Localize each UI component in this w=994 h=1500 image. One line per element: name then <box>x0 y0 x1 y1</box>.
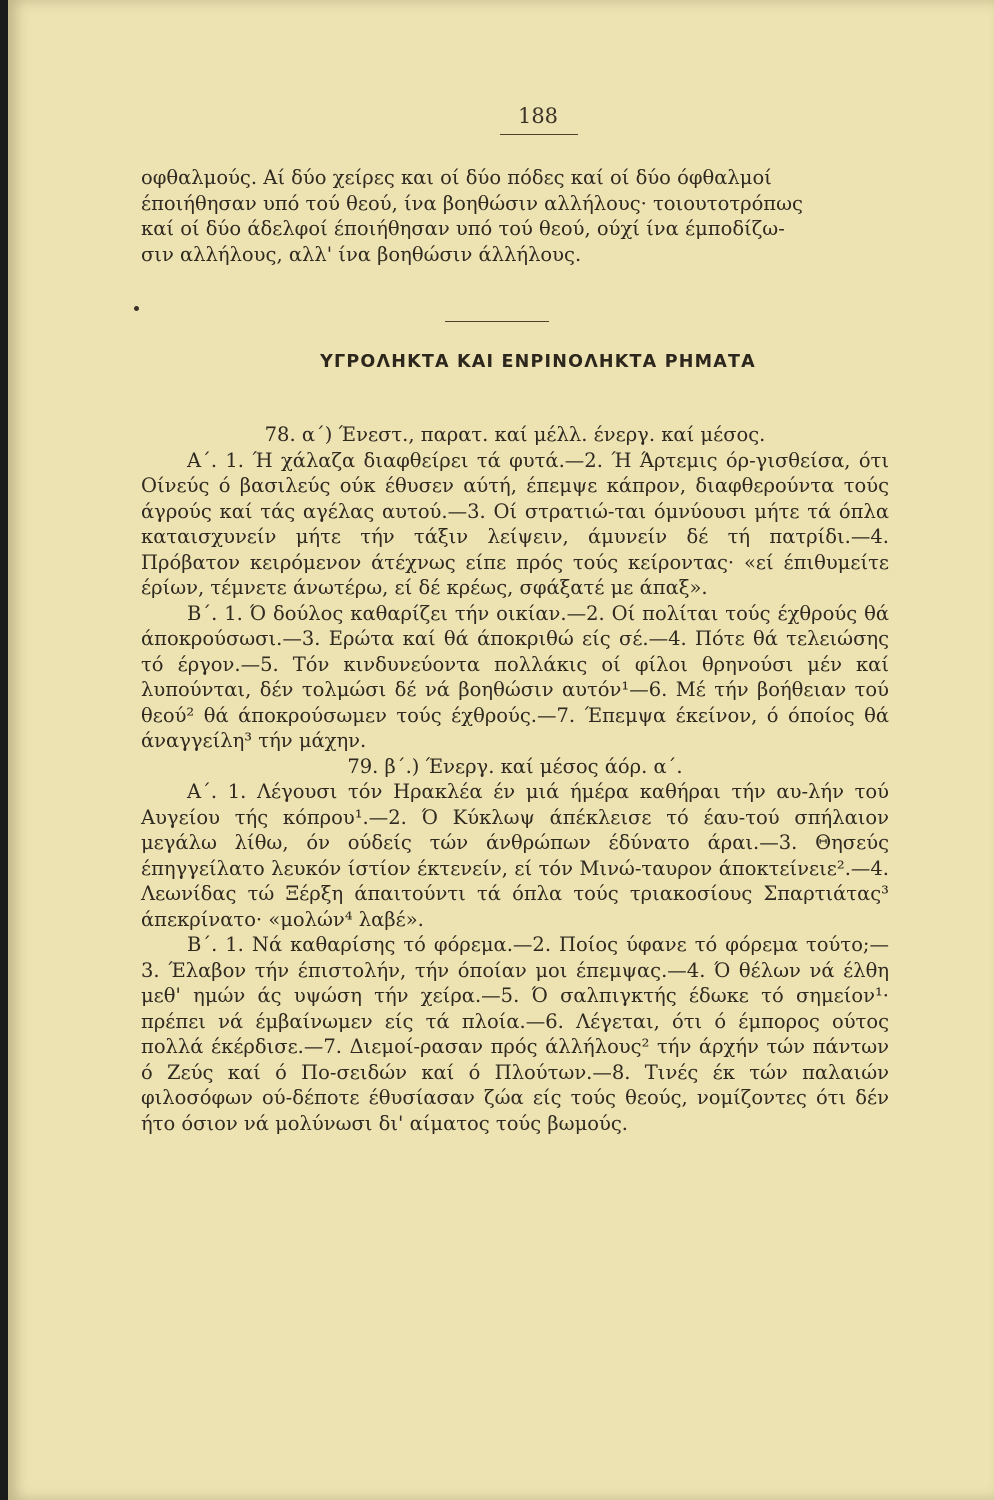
page-number-rule <box>500 134 578 135</box>
exercise-79-a: Α΄. 1. Λέγουσι τόν Ηρακλέα έν μιά ήμέρα καθήραι τήν αυ-λήν τού Αυγείου τής κόπρου¹.—2. Ό Κύκλωψ άπέκλεισε τό έαυ-τού σπήλαιον μεγάλω λίθω, όν ούδείς τών άνθρώπων έδύνατο άραι.—3. Θησεύς έπηγγείλατο λευκόν ίστίον έκτενείν, εί τόν Μινώ-ταυρον άποκτείνειε².—4. Λεωνίδας τώ Ξέρξη άπαιτούντι τά όπλα τούς τριακοσίους Σπαρτιάτας³ άπεκρίνατο· «μολών⁴ λαβέ». <box>141 780 889 931</box>
intro-line: καί οί δύο άδελφοί έποιήθησαν υπό τού θεού, ούχί ίνα έμποδίζω- <box>141 217 785 240</box>
page-number: 188 <box>517 104 559 128</box>
exercise-78-b: Β΄. 1. Ό δούλος καθαρίζει τήν οικίαν.—2. Οί πολίται τούς έχθρούς θά άποκρούσωσι.—3. Ερώτα καί θά άποκριθώ είς σέ.—4. Πότε θά τελειώσης τό έργον.—5. Τόν κινδυνεύοντα πολλάκις οί φίλοι θρηνούσι μέν καί λυπούνται, δέν τολμώσι δέ νά βοηθώσιν αυτόν¹—6. Μέ τήν βοήθειαν τού θεού² θά άποκρούσωμεν τούς έχθρούς.—7. Έπεμψα έκείνον, ό όποίος θά άναγγείλη³ τήν μάχην. <box>141 601 889 752</box>
section-divider <box>445 321 549 322</box>
exercise-78-a: Α΄. 1. Ή χάλαζα διαφθείρει τά φυτά.—2. Ή Άρτεμις όρ-γισθείσα, ότι Οίνεύς ό βασιλεύς ούκ έθυσεν αύτή, έπεμψε κάπρον, διαφθερούντα τούς άγρούς καί τάς αγέλας αυτού.—3. Οί στρατιώ-ται όμνύουσι μήτε τά όπλα καταισχυνείν μήτε τήν τάξιν λείψειν, άμυνείν δέ τή πατρίδι.—4. Πρόβατον κειρόμενον άτέχνως είπε πρός τούς κείροντας· «εί έπιθυμείτε έρίων, τέμνετε άνωτέρω, εί δέ κρέως, σφάξατέ με άπαξ». <box>141 448 889 599</box>
intro-line: σιν αλλήλους, αλλ' ίνα βοηθώσιν άλλήλους. <box>141 242 582 266</box>
exercise-body <box>141 422 889 1136</box>
exercise-79-b: Β΄. 1. Νά καθαρίσης τό φόρεμα.—2. Ποίος ύφανε τό φόρεμα τούτο;—3. Έλαβον τήν έπιστολήν, τήν όποίαν μοι έπεμψας.—4. Ό θέλων νά έλθη μεθ' ημών άς υψώση τήν χείρα.—5. Ό σαλπιγκτής έδωκε τό σημείον¹· πρέπει νά έμβαίνωμεν είς τά πλοία.—6. Λέγεται, ότι ό έμπορος ούτος πολλά έκέρδισε.—7. Διεμοί-ρασαν πρός άλλήλους² τήν άρχήν τών πάντων ό Ζεύς καί ό Πο-σειδών καί ό Πλούτων.—8. Τινές έκ τών παλαιών φιλοσόφων ού-δέποτε έθυσίασαν ζώα είς τούς θεούς, νομίζοντες ότι δέν ήτο όσιον νά μολύνωσι δι' αίματος τούς βωμούς. <box>141 933 889 1135</box>
section-title: ΥΓΡΟΛΗΚΤΑ ΚΑΙ ΕΝΡΙΝΟΛΗΚΤΑ ΡΗΜΑΤΑ <box>320 352 756 372</box>
margin-mark <box>134 306 139 311</box>
intro-line: οφθαλμούς. Αί δύο χείρες και οί δύο πόδες καί οί δύο όφθαλμοί <box>141 166 772 189</box>
intro-line: έποιήθησαν υπό τού θεού, ίνα βοηθώσιν αλλήλους· τοιουτοτρόπως <box>141 191 803 215</box>
exercise-heading-78: 78. α΄) Ένεστ., παρατ. καί μέλλ. ένεργ. καί μέσος. <box>264 423 766 446</box>
intro-paragraph <box>141 165 889 267</box>
exercise-heading-79: 79. β΄.) Ένεργ. καί μέσος άόρ. α΄. <box>347 754 683 778</box>
book-page <box>8 0 994 1500</box>
